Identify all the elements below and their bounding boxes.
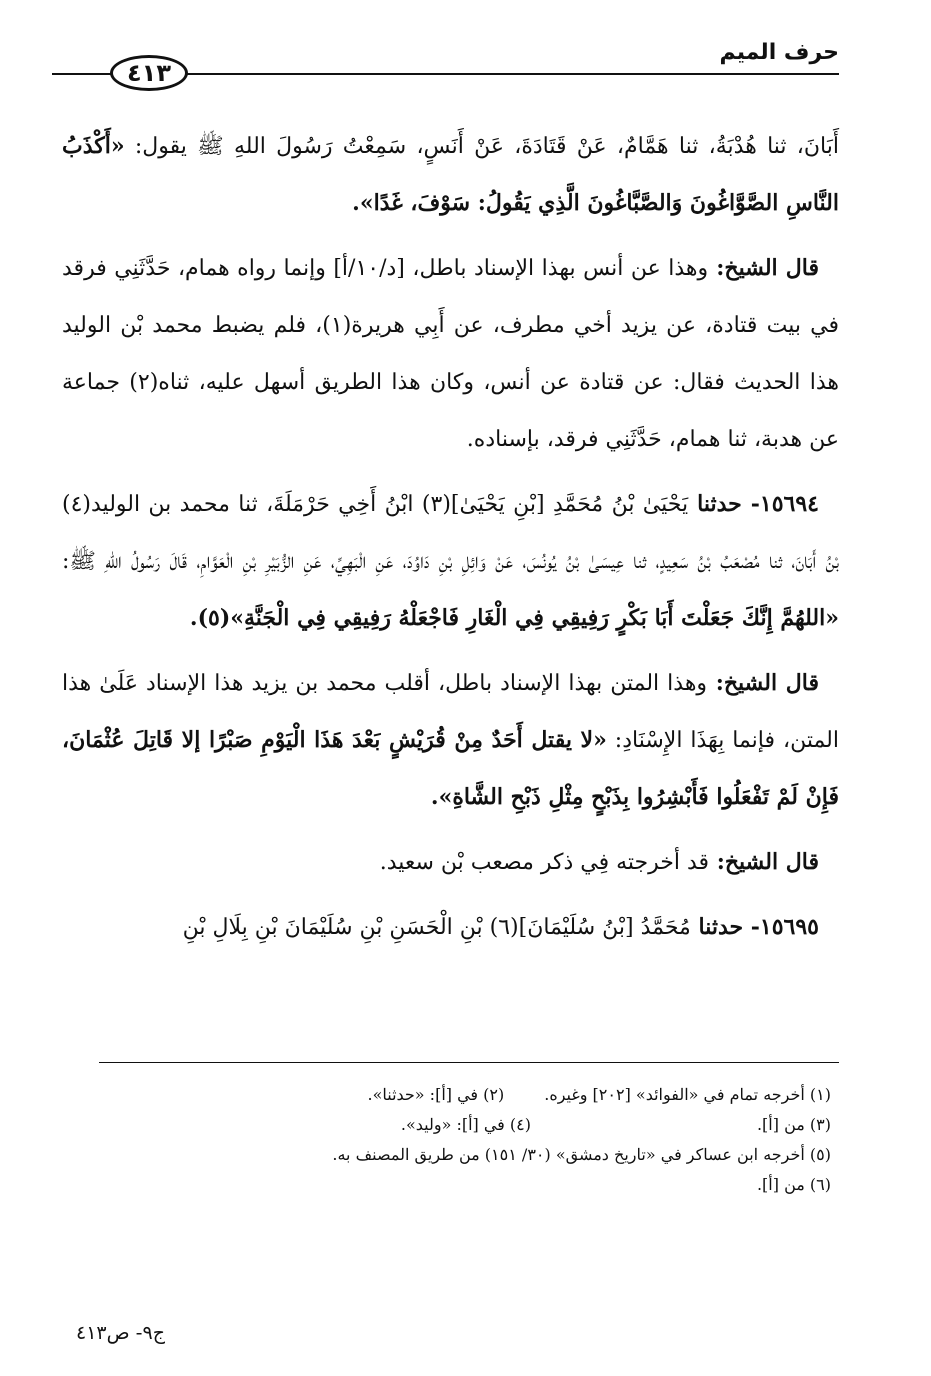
footnote-1: (١) أخرجه تمام في «الفوائد» [٢٠٢] وغيره. bbox=[544, 1085, 831, 1104]
running-header-title: حرف الميم bbox=[719, 40, 839, 65]
paragraph-2-lead: قال الشيخ: bbox=[708, 255, 820, 281]
paragraph-4-lead: قال الشيخ: bbox=[707, 670, 819, 696]
paragraph-5 bbox=[62, 834, 839, 891]
footnote-line-2 bbox=[140, 1110, 831, 1140]
paragraph-6-text: مُحَمَّدُ [بْنُ سُلَيْمَانَ](٦) بْنِ الْحَسَنِ بْنِ سُلَيْمَانَ بْنِ بِلَالِ بْنِ bbox=[182, 915, 691, 940]
paragraph-5-text: قد أخرجته فِي ذكر مصعب بْن سعيد. bbox=[379, 850, 710, 875]
paragraph-1 bbox=[62, 118, 839, 232]
paragraph-3-text: يَحْيَىٰ بْنُ مُحَمَّدِ [بْنِ يَحْيَىٰ](٣) ابْنُ أَخِي حَرْمَلَةَ، ثنا محمد بن الوليد(٤) بْنُ أَبَانَ، ثنا مُصْعَبُ بْنُ سَعِيدٍ، ثنا عِيسَىٰ بْنُ يُونُسَ، عَنْ وَائِلِ بْنِ دَاوُدَ، عَنِ الْبَهِيِّ، عَنِ الزُّبَيْرِ بْنِ الْعَوَّامِ، قَالَ رَسُولُ اللهِ ﷺ: bbox=[62, 492, 839, 574]
paragraph-6 bbox=[62, 899, 839, 956]
footer-reference: ج٩- ص٤١٣ bbox=[76, 1322, 165, 1344]
paragraph-2-text: وهذا عن أنس بهذا الإسناد باطل، [د/١٠/أ] وإنما رواه همام، حَدَّثَنِي فرقد في بيت قتادة، عن يزيد أخي مطرف، عن أَبِي هريرة(١)، فلم يضبط محمد بْن الوليد هذا الحديث فقال: عن قتادة عن أنس، وكان هذا الطريق أسهل عليه، ثناه(٢) جماعة عن هدبة، ثنا همام، حَدَّثَنِي فرقد، بإسناده. bbox=[62, 256, 839, 452]
paragraph-3-lead: ١٥٦٩٤- حدثنا bbox=[688, 491, 819, 517]
header-rule-left bbox=[52, 73, 112, 75]
footnote-3: (٣) من [أ]. bbox=[756, 1115, 831, 1134]
paragraph-3-hadith: «اللهُمَّ إِنَّكَ جَعَلْتَ أَبَا بَكْرٍ رَفِيقِي فِي الْغَارِ فَاجْعَلْهُ رَفِيقِي فِي الْجَنَّةِ»(٥). bbox=[189, 605, 839, 631]
header-rule bbox=[180, 73, 839, 75]
footnotes bbox=[140, 1080, 831, 1200]
footnote-line-1 bbox=[140, 1080, 831, 1110]
paragraph-4 bbox=[62, 655, 839, 826]
paragraph-4-text: وهذا المتن بهذا الإسناد باطل، أقلب محمد بن يزيد هذا الإسناد عَلَىٰ هذا المتن، فإنما بِهَذَا الإِسْنَادِ: bbox=[62, 671, 839, 753]
paragraph-1-hadith: «أَكْذَبُ النَّاسِ الصَّوَّاغُونَ وَالصَّبَّاغُونَ الَّذِي يَقُولُ: سَوْفَ، غَدًا». bbox=[62, 133, 839, 216]
paragraph-3 bbox=[62, 476, 839, 647]
footnote-6: (٦) من [أ]. bbox=[756, 1175, 831, 1194]
paragraph-6-lead: ١٥٦٩٥- حدثنا bbox=[690, 914, 819, 940]
footnote-line-3 bbox=[140, 1140, 831, 1170]
page-number-badge: ٤١٣ bbox=[110, 55, 188, 91]
main-text bbox=[62, 118, 839, 964]
paragraph-4-hadith: «لا يقتل أَحَدٌ مِنْ قُرَيْشٍ بَعْدَ هَذَا الْيَوْمِ صَبْرًا إلا قَاتِلَ عُثْمَانَ، فَإِنْ لَمْ تَفْعَلُوا فَأَبْشِرُوا بِذَبْحٍ مِثْلِ ذَبْحِ الشَّاةِ». bbox=[62, 727, 839, 810]
footnote-2: (٢) في [أ]: «حدثنا». bbox=[367, 1085, 505, 1104]
footnote-rule bbox=[99, 1062, 839, 1063]
paragraph-2 bbox=[62, 240, 839, 468]
paragraph-1-text: أَبَانَ، ثنا هُدْبَةُ، ثنا هَمَّامٌ، عَنْ قَتَادَةَ، عَنْ أَنَسٍ، سَمِعْتُ رَسُولَ اللهِ ﷺ يقول: bbox=[124, 134, 839, 159]
footnote-4: (٤) في [أ]: «وليد». bbox=[400, 1115, 531, 1134]
footnote-5: (٥) أخرجه ابن عساكر في «تاريخ دمشق» (٣٠/ ١٥١) من طريق المصنف به. bbox=[332, 1145, 831, 1164]
paragraph-5-lead: قال الشيخ: bbox=[709, 849, 819, 875]
footnote-line-4 bbox=[140, 1170, 831, 1200]
